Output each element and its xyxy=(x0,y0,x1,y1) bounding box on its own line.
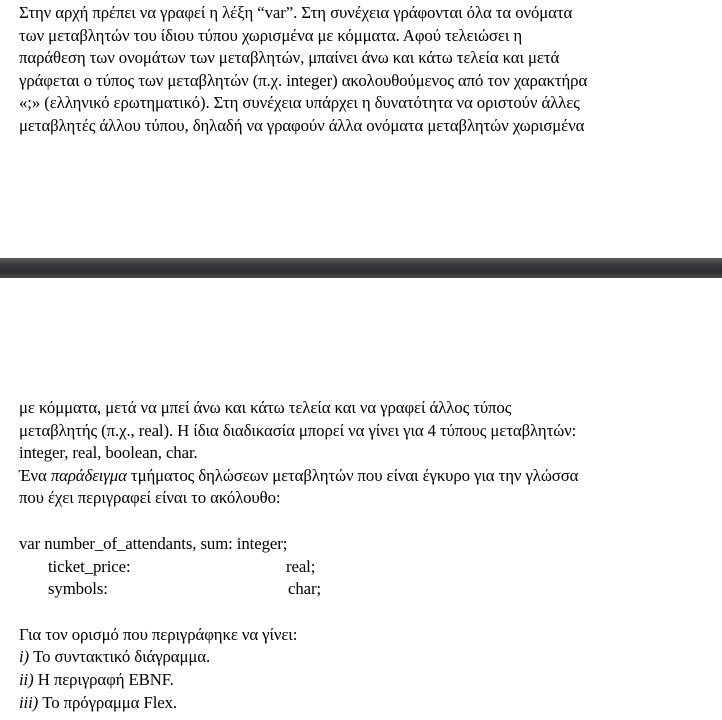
code-line xyxy=(19,556,716,579)
code-var-name: symbols: xyxy=(48,579,108,599)
task-item xyxy=(19,646,716,669)
blank-line xyxy=(19,601,716,624)
code-example xyxy=(19,533,716,601)
task-text: Το πρόγραμμα Flex. xyxy=(38,692,177,712)
task-intro: Για τον ορισμό που περιγράφηκε να γίνει: xyxy=(19,624,298,644)
text-line: των μεταβλητών του ίδιου τύπου χωρισμένα με κόμματα. Αφού τελειώσει η xyxy=(19,25,523,45)
task-text: Το συντακτικό διάγραμμα. xyxy=(29,647,211,667)
task-text: Η περιγραφή EBNF. xyxy=(33,669,174,689)
example-italic-word: παράδειγμα xyxy=(50,465,127,485)
task-item xyxy=(19,669,716,692)
text-line: Στην αρχή πρέπει να γραφεί η λέξη “var”. Στη συνέχεια γράφονται όλα τα ονόματα xyxy=(19,3,573,22)
task-marker: ii) xyxy=(19,669,34,689)
text-line: με κόμματα, μετά να μπεί άνω και κάτω τελεία και να γραφεί άλλος τύπος xyxy=(19,398,512,417)
top-page-text xyxy=(19,2,716,138)
example-suffix: τμήματος δηλώσεων μεταβλητών που είναι έγκυρο για την γλώσσα xyxy=(126,465,579,485)
text-line: παράθεση των ονομάτων των μεταβλητών, μπαίνει άνω και κάτω τελεία και μετά xyxy=(19,48,560,68)
code-var-type: char; xyxy=(288,579,322,599)
task-marker: i) xyxy=(19,647,30,667)
task-marker: iii) xyxy=(19,692,39,712)
bottom-page-text xyxy=(19,397,716,714)
text-line: γράφεται ο τύπος των μεταβλητών (π.χ. integer) ακολουθούμενος από τον χαρακτήρα xyxy=(19,70,588,90)
example-prefix: Ένα xyxy=(19,465,51,485)
task-item xyxy=(19,692,716,715)
text-line: μεταβλητές άλλου τύπου, δηλαδή να γραφούν άλλα ονόματα μεταβλητών χωρισμένα xyxy=(19,115,585,135)
text-line: μεταβλητής (π.χ., real). Η ίδια διαδικασία μπορεί να γίνει για 4 τύπους μεταβλητών: xyxy=(19,420,577,440)
example-intro-line xyxy=(19,465,716,488)
code-line xyxy=(19,578,716,601)
code-var-type: real; xyxy=(286,556,316,576)
code-line xyxy=(19,533,716,556)
text-line: integer, real, boolean, char. xyxy=(19,443,198,463)
text-line: που έχει περιγραφεί είναι το ακόλουθο: xyxy=(19,488,281,508)
code-var-name: ticket_price: xyxy=(48,556,131,576)
text-line: «;» (ελληνικό ερωτηματικό). Στη συνέχεια υπάρχει η δυνατότητα να οριστούν άλλες xyxy=(19,93,580,113)
code-text: var number_of_attendants, sum: integer; xyxy=(19,533,288,553)
blank-line xyxy=(19,510,716,533)
page-break-separator xyxy=(0,258,722,278)
